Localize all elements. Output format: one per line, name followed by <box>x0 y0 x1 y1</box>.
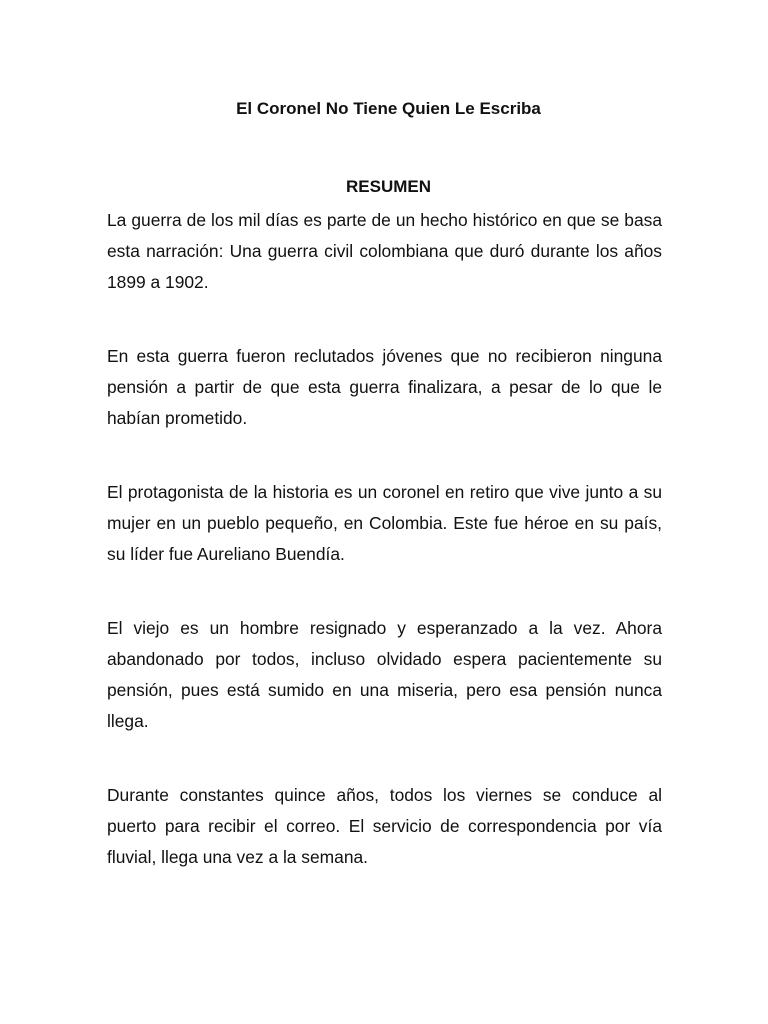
document-title: El Coronel No Tiene Quien Le Escriba <box>236 99 541 118</box>
paragraph-5: Durante constantes quince años, todos los viernes se conduce al puerto para recibir el correo. El servicio de correspondencia por vía fluvial, llega una vez a la semana. <box>107 785 662 867</box>
section-heading: RESUMEN <box>345 177 431 196</box>
paragraph-1: La guerra de los mil días es parte de un hecho histórico en que se basa esta narración: Una guerra civil colombiana que duró durante los años 1899 a 1902. <box>107 210 662 292</box>
paragraph-3: El protagonista de la historia es un coronel en retiro que vive junto a su mujer en un pueblo pequeño, en Colombia. Este fue héroe en su país, su líder fue Aureliano Buendía. <box>107 482 662 564</box>
paragraph-2: En esta guerra fueron reclutados jóvenes que no recibieron ninguna pensión a partir de que esta guerra finalizara, a pesar de lo que le habían prometido. <box>107 346 662 428</box>
paragraph-4: El viejo es un hombre resignado y esperanzado a la vez. Ahora abandonado por todos, incluso olvidado espera pacientemente su pensión, pues está sumido en una miseria, pero esa pensión nunca llega. <box>107 618 662 731</box>
